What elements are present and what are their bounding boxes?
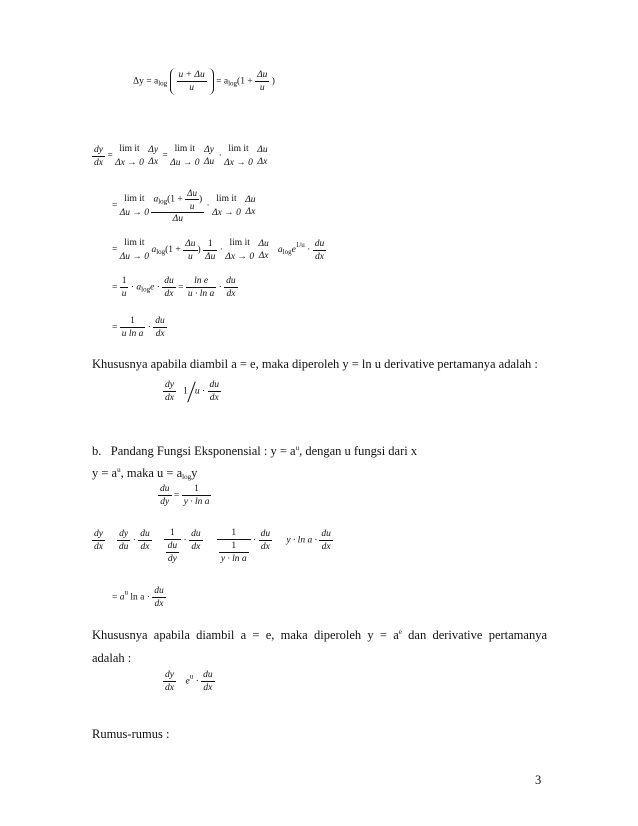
eq-text: y · ln a · [286, 535, 317, 546]
eq-text: du [160, 484, 170, 494]
eq-text: ln e [194, 276, 209, 286]
eq-text: · [156, 282, 160, 293]
eq-text: Δu [245, 195, 256, 205]
eq-text: ) [198, 194, 203, 205]
rumus-heading: Rumus-rumus : [92, 727, 170, 741]
eq-text: a [119, 592, 125, 603]
eq-text: dx [164, 289, 174, 299]
eq-text: y · ln a [183, 497, 210, 507]
eq-text: Δx [245, 207, 256, 217]
equation-du-dy [158, 484, 211, 507]
eq-text: Δu [257, 145, 268, 155]
eq-text: lim it [124, 238, 145, 248]
eq-text: lim it [229, 238, 250, 248]
equation-exp-result [112, 586, 166, 609]
eq-text: dx [165, 393, 174, 403]
eq-text: (1 + [167, 194, 183, 205]
equation-limit-log [112, 188, 258, 224]
eq-text: · [307, 245, 311, 256]
eq-text: dy [160, 497, 170, 507]
eq-text: = [162, 151, 168, 162]
eq-text: Δu [258, 239, 269, 249]
paragraph-text: dan derivative pertamanya [401, 628, 547, 642]
eq-text: Δx → 0 [225, 252, 255, 262]
eq-superscript: 1/u [295, 241, 305, 250]
eq-text: dy [94, 144, 103, 155]
eq-text: du [140, 529, 150, 539]
eq-text: dx [260, 542, 270, 552]
equation-dy-dx-limit [92, 142, 270, 170]
eq-text: · [130, 282, 135, 293]
eq-text: dy [165, 670, 174, 680]
eq-text: du [164, 276, 174, 286]
eq-subscript: log [158, 79, 168, 88]
eq-subscript: log [156, 248, 166, 257]
eq-text: e [150, 282, 155, 293]
eq-text: Δu → 0 [170, 158, 200, 168]
eq-text: = [112, 592, 118, 603]
eq-text: du [314, 238, 325, 249]
eq-subscript: log [282, 248, 292, 257]
paragraph-ln-case: Khususnya apabila diambil a = e, maka diperoleh y = ln u derivative pertamanya adalah : [92, 357, 538, 371]
eq-text: 1 [207, 238, 213, 249]
eq-text: Δx [258, 251, 269, 261]
eq-text: dx [94, 157, 103, 168]
eq-text: a [153, 194, 159, 205]
eq-text: Δu → 0 [119, 252, 150, 262]
eq-text: 1 [121, 276, 127, 286]
eq-text: = [112, 201, 118, 212]
eq-text: · [147, 322, 151, 333]
eq-text: dx [155, 329, 165, 339]
eq-text: a [136, 282, 142, 293]
eq-text: lim it [174, 144, 195, 154]
eq-text: dy [165, 380, 174, 390]
eq-text: ) [197, 245, 201, 256]
eq-text: dx [94, 542, 103, 552]
section-label: b. [92, 444, 102, 458]
eq-fraction [255, 70, 269, 93]
eq-text: dx [209, 393, 219, 403]
eq-paren [170, 68, 214, 95]
eq-text: u · ln a [187, 289, 215, 299]
eq-superscript: u [117, 466, 121, 474]
eq-text: lim it [216, 194, 237, 204]
eq-superscript: u [295, 444, 300, 452]
eq-text: 1 [170, 528, 175, 538]
equation-chain-rule [92, 528, 333, 564]
eq-text: lim it [119, 144, 140, 154]
eq-text: du [209, 380, 220, 390]
eq-text: du [226, 276, 236, 286]
eq-text: Δx → 0 [115, 158, 144, 168]
paragraph-exp-case [92, 620, 547, 648]
eq-text: Δu [172, 214, 183, 224]
eq-text: dx [321, 542, 331, 552]
eq-text: dx [191, 542, 201, 552]
eq-text: Δu [205, 251, 216, 262]
eq-text: du [203, 670, 213, 680]
eq-text: u [259, 83, 265, 93]
eq-text: y · ln a [220, 554, 247, 564]
equation-ln-e [112, 276, 238, 299]
eq-text: du [167, 541, 178, 551]
eq-text: dx [226, 289, 236, 299]
paragraph-text: Khususnya apabila diambil a = e, maka diperoleh y = a [92, 628, 399, 642]
eq-text: Δy [148, 145, 159, 155]
eq-subscript: log [158, 197, 168, 206]
eq-text: du [155, 316, 165, 326]
eq-text: Δx → 0 [224, 158, 253, 168]
eq-text: du [118, 542, 129, 552]
eq-text: (1 + [165, 245, 181, 256]
eq-text: u [121, 289, 127, 299]
eq-text: ln a · [130, 592, 150, 603]
paragraph-exp-case-line2: adalah : [92, 651, 132, 665]
eq-subscript: log [182, 473, 192, 481]
eq-text: du [154, 586, 164, 596]
eq-text: = [112, 245, 118, 256]
eq-text: 1 [183, 386, 188, 397]
eq-text: y = a [92, 466, 118, 480]
equation-ln-derivative [163, 380, 221, 403]
eq-text: · [219, 245, 223, 256]
eq-text: Δx → 0 [212, 208, 241, 218]
eq-text: u [189, 201, 195, 211]
eq-superscript: u [124, 588, 128, 597]
eq-text: a [277, 245, 283, 256]
eq-text: = [178, 282, 184, 293]
eq-text: Δx [257, 157, 268, 167]
eq-text: u [194, 386, 200, 397]
eq-text: Δu [257, 70, 268, 80]
eq-text: du [260, 529, 271, 539]
eq-text: = [173, 490, 180, 501]
eq-fraction [177, 70, 207, 93]
eq-text: = [112, 322, 118, 333]
eq-text: dy [167, 554, 177, 564]
page-number: 3 [535, 773, 542, 787]
eq-text: a [151, 245, 157, 256]
eq-text: , maka u = a [120, 466, 183, 480]
eq-text: = [112, 282, 118, 293]
eq-text: · [183, 535, 187, 546]
eq-text: u [187, 251, 193, 262]
eq-text: 1 [231, 528, 237, 538]
equation-delta-y [133, 68, 275, 95]
eq-text: Δy = a [133, 76, 159, 87]
eq-text: · [132, 535, 136, 546]
equation-limit-e [112, 236, 326, 264]
eq-text: dx [314, 251, 324, 262]
section-text: Pandang Fungsi Eksponensial : y = a [110, 444, 296, 458]
eq-text: · [195, 676, 199, 687]
eq-text: Δx [148, 157, 159, 167]
eq-text: dx [154, 599, 164, 609]
eq-text: · [218, 282, 222, 293]
eq-text: 1 [194, 484, 199, 494]
eq-text: Δy [204, 145, 214, 155]
eq-text: dx [203, 683, 213, 693]
eq-text: dx [140, 542, 150, 552]
eq-superscript: u [189, 672, 194, 681]
eq-text: e [185, 676, 190, 687]
eq-text: du [191, 529, 201, 539]
eq-text: lim it [228, 144, 249, 154]
eq-text: ) [271, 76, 275, 87]
eq-text: e [291, 245, 296, 256]
eq-text: Δu [203, 157, 215, 167]
equation-e-derivative [163, 670, 215, 693]
eq-text: Δu [187, 188, 197, 198]
eq-text: 1 [130, 316, 135, 326]
eq-text: = [107, 151, 113, 162]
eq-text: u ln a [121, 329, 144, 339]
equation-result-log [112, 316, 167, 339]
section-text: , dengan u fungsi dari x [299, 444, 418, 458]
eq-text: · [201, 386, 206, 397]
eq-subscript: log [141, 285, 151, 294]
eq-text: y [191, 466, 198, 480]
eq-text: (1 + [237, 76, 253, 87]
eq-text: Δu → 0 [119, 208, 150, 218]
eq-superscript: e [398, 628, 402, 636]
eq-text: Δu [185, 238, 196, 249]
eq-text: dy [119, 529, 129, 539]
eq-text: · [206, 201, 210, 212]
eq-text: u + Δu [178, 70, 205, 80]
eq-text: dx [165, 683, 174, 693]
eq-text: · [218, 151, 222, 162]
eq-subscript: log [228, 79, 238, 88]
eq-text: u [189, 83, 195, 93]
eq-text: = a [216, 76, 229, 87]
eq-text: · [253, 535, 257, 546]
eq-text: 1 [231, 541, 237, 551]
eq-text: du [321, 529, 331, 539]
eq-text: lim it [124, 194, 145, 204]
eq-text: dy [94, 529, 103, 539]
